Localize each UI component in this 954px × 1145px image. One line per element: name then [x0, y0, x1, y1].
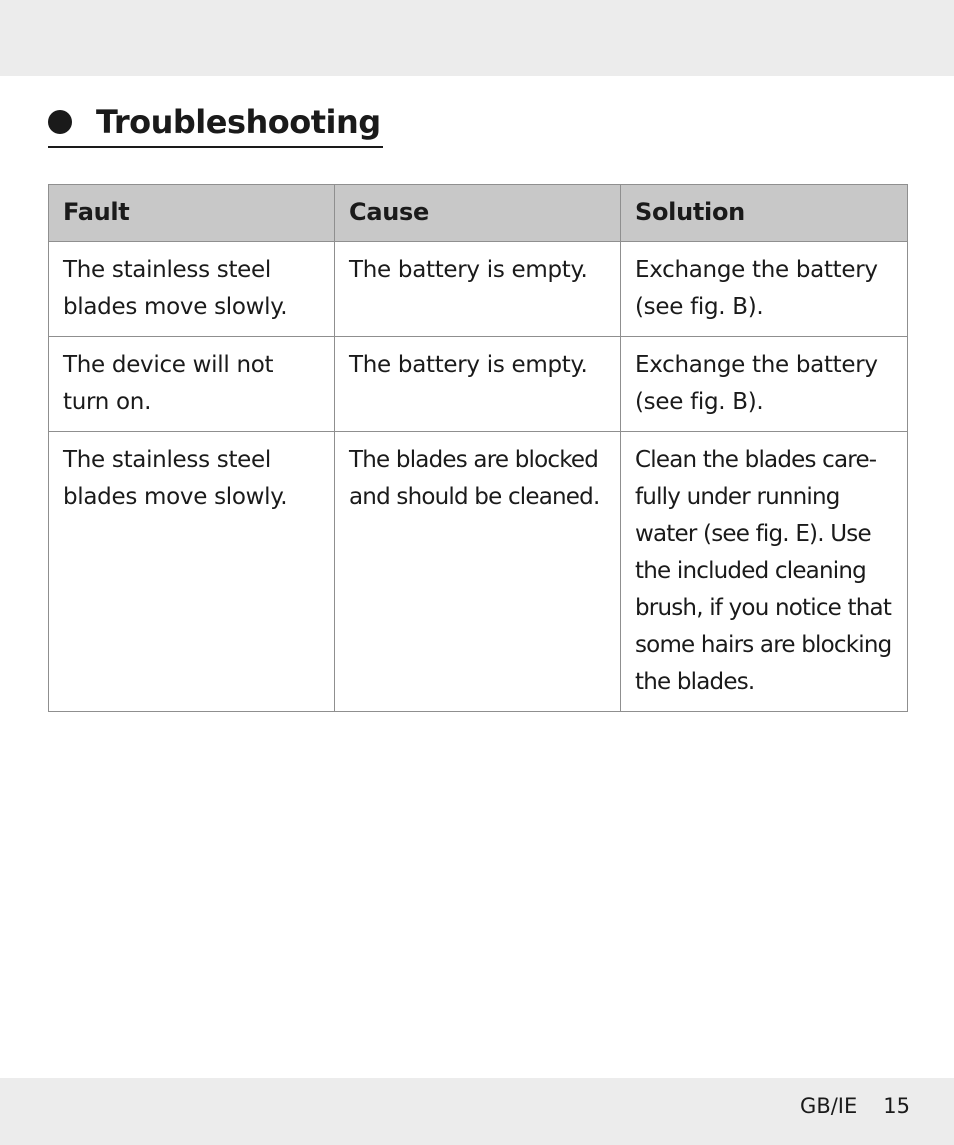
- fault-cell: The stainless steel blades move slowly.: [49, 432, 335, 712]
- cause-cell: The battery is empty.: [335, 337, 621, 432]
- page-number: 15: [883, 1094, 910, 1118]
- column-header-solution: Solution: [621, 185, 908, 242]
- page-footer: [800, 1094, 910, 1118]
- fault-cell: The stainless steel blades move slowly.: [49, 242, 335, 337]
- footer-locale: GB/IE: [800, 1094, 858, 1118]
- section-heading: [48, 98, 383, 148]
- top-band: [0, 0, 954, 76]
- column-header-fault: Fault: [49, 185, 335, 242]
- cause-cell: The blades are blocked and should be cleaned.: [335, 432, 621, 712]
- troubleshooting-table: [48, 184, 908, 712]
- solution-cell: Exchange the battery (see fig. B).: [621, 337, 908, 432]
- solution-cell: Exchange the battery (see fig. B).: [621, 242, 908, 337]
- table-header-row: [49, 185, 908, 242]
- cause-cell: The battery is empty.: [335, 242, 621, 337]
- bullet-icon: [48, 110, 72, 134]
- table-row: [49, 432, 908, 712]
- fault-cell: The device will not turn on.: [49, 337, 335, 432]
- column-header-cause: Cause: [335, 185, 621, 242]
- table-row: [49, 242, 908, 337]
- section-title: Troubleshooting: [96, 103, 381, 141]
- table-row: [49, 337, 908, 432]
- solution-cell: Clean the blades care-fully under running water (see fig. E). Use the included cleaning brush, if you notice that some hairs are blocking the blades.: [621, 432, 908, 712]
